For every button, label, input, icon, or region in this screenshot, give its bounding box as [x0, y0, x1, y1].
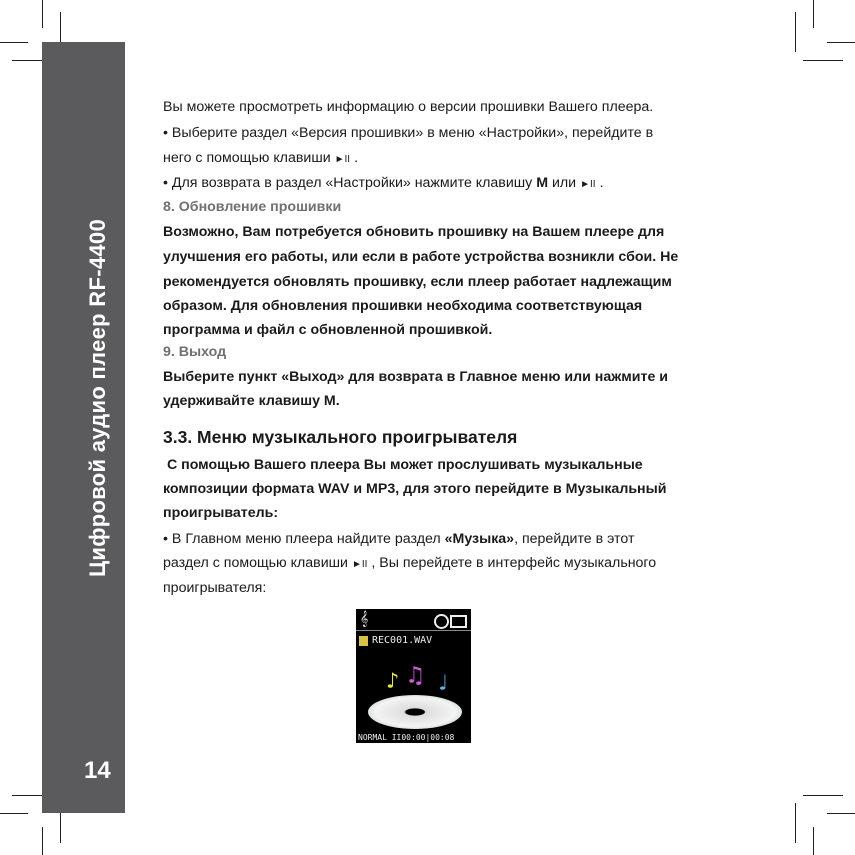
text-line: удерживайте клавишу M.	[163, 393, 340, 409]
play-pause-icon: ►II	[580, 179, 596, 190]
text-line	[163, 530, 634, 548]
text-line: композиции формата WAV и MP3, для этого перейдите в Музыкальный	[163, 481, 667, 497]
crop-mark	[42, 827, 43, 855]
crop-mark	[0, 813, 28, 814]
text-line: • Выберите раздел «Версия прошивки» в меню «Настройки», перейдите в	[163, 125, 654, 141]
section-heading: 8. Обновление прошивки	[163, 199, 342, 215]
sidebar-title	[83, 108, 113, 688]
text-line	[163, 554, 656, 574]
crop-mark	[0, 42, 28, 43]
text-line: проигрыватель:	[163, 505, 279, 521]
text-line: проигрывателя:	[163, 580, 267, 596]
crop-mark	[795, 803, 796, 843]
disc-image	[368, 695, 462, 729]
repeat-icon	[434, 614, 449, 629]
note-icon: ♫	[408, 661, 423, 689]
battery-icon	[450, 615, 467, 628]
text-line: Вы можете просмотреть информацию о версии прошивки Вашего плеера.	[163, 99, 654, 115]
text-line: улучшения его работы, или если в работе устройства возникли сбои. Не	[163, 249, 679, 265]
crop-mark	[827, 42, 855, 43]
page-number: 14	[84, 757, 111, 784]
chapter-heading: 3.3. Меню музыкального проигрывателя	[163, 427, 518, 447]
text: «Музыка»	[444, 531, 515, 547]
text-line	[163, 149, 358, 169]
crop-mark	[803, 795, 843, 796]
note-icon: ♪	[386, 669, 400, 694]
text-line: Выберите пункт «Выход» для возврата в Главное меню или нажмите и	[163, 369, 669, 385]
player-screenshot	[356, 609, 471, 743]
text-line: Возможно, Вам потребуется обновить прошивку на Вашем плеере для	[163, 224, 665, 240]
text: • Для возврата в раздел «Настройки» нажмите клавишу	[163, 175, 537, 191]
music-file-icon	[359, 636, 368, 646]
text: .	[354, 150, 359, 166]
text-line: образом. Для обновления прошивки необходима соответствующая	[163, 298, 643, 314]
text: , перейдите в этот	[514, 531, 635, 547]
filename: REC001.WAV	[372, 635, 433, 646]
crop-mark	[42, 0, 43, 28]
time-readout: II00:00|00:08	[391, 733, 455, 742]
crop-mark	[803, 60, 843, 61]
text: .	[599, 175, 604, 191]
text: раздел с помощью клавиши	[163, 555, 348, 571]
play-pause-icon: ►II	[334, 154, 351, 165]
text-line: рекомендуется обновлять прошивку, если плеер работает надлежащим	[163, 274, 672, 290]
play-pause-icon: ►II	[351, 559, 368, 570]
crop-mark	[813, 827, 814, 855]
text: , Вы перейдете в интерфейс музыкального	[371, 555, 657, 571]
text: него с помощью клавиши	[163, 150, 331, 166]
text-line	[163, 174, 604, 194]
text-line: программа и файл с обновленной прошивкой.	[163, 322, 493, 338]
text-line: С помощью Вашего плеера Вы может прослушивать музыкальные	[163, 457, 643, 473]
note-icon: ♩	[436, 671, 450, 696]
text: • В Главном меню плеера найдите раздел	[163, 531, 445, 547]
crop-mark	[813, 0, 814, 28]
section-heading: 9. Выход	[163, 344, 227, 360]
text: или	[548, 175, 577, 191]
sidebar-title-text: Цифровой аудио плеер RF-4400	[85, 219, 110, 577]
music-clef-icon: 𝄞	[360, 611, 369, 627]
crop-mark	[795, 12, 796, 52]
play-mode: NORMAL	[358, 733, 387, 742]
crop-mark	[827, 813, 855, 814]
key-m: M	[536, 175, 549, 191]
